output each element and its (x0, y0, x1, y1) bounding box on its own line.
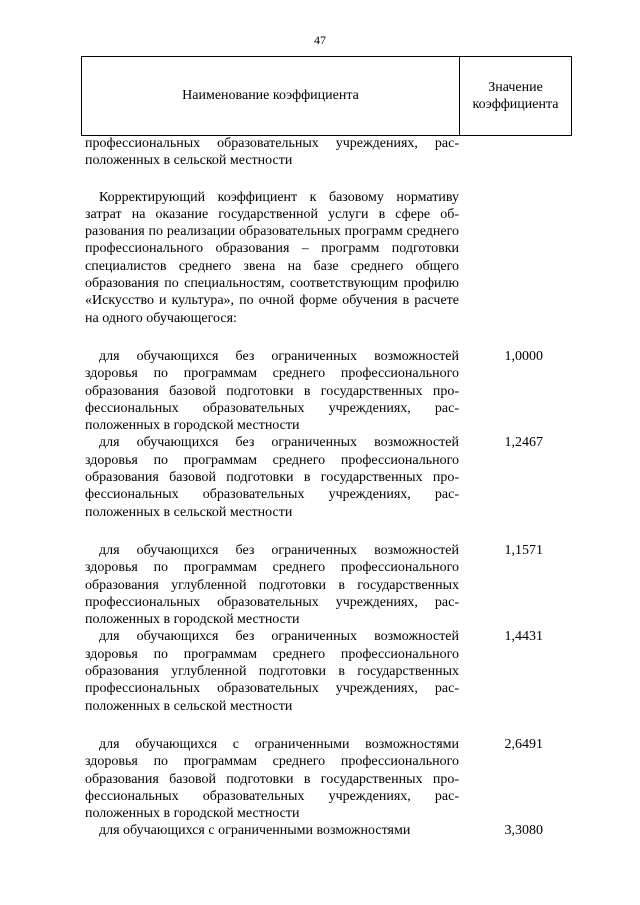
table-row (85, 542, 565, 628)
row-value: 2,6491 (504, 736, 543, 752)
table-row (85, 434, 565, 520)
header-value-line1: Значение (488, 80, 543, 95)
row-text: профессиональных образовательных учреждениях, расположенных в сельской местности (85, 136, 459, 169)
row-text: для обучающихся без ограниченных возможностей здоровья по программам среднего профессионального образования базовой подготовки в государственных профессиональных образовательных учреждениях, расположенных в сельской местности (85, 435, 459, 520)
row-text: для обучающихся без ограниченных возможностей здоровья по программам среднего профессионального образования базовой подготовки в государственных профессиональных образовательных учреждениях, расположенных в городской местности (85, 348, 459, 434)
header-value-cell (460, 57, 571, 135)
row-text: Корректирующий коэффициент к базовому нормативу затрат на оказание государственной услуги в сфере образования по реализации образовательных программ среднего профессионального образования – программ подготовки специалистов среднего звена на базе среднего общего образования по специальностям, соответствующим профилю «Искусство и культура», по очной форме обучения в расчете на одного обучающегося: (85, 189, 459, 326)
table-row (85, 822, 565, 839)
row-text: для обучающихся без ограниченных возможностей здоровья по программам среднего профессионального образования углубленной подготовки в государственных профессиональных образовательных учреждениях, расположенных в городской местности (85, 542, 459, 628)
table-row (85, 348, 565, 434)
row-value: 1,0000 (504, 348, 543, 364)
row-value: 1,1571 (504, 542, 543, 558)
page-number: 47 (314, 33, 326, 47)
table-row (85, 736, 565, 822)
row-text: для обучающихся с ограниченными возможностями (99, 823, 411, 839)
header-name-cell: Наименование коэффициента (82, 57, 460, 135)
row-text: для обучающихся без ограниченных возможностей здоровья по программам среднего профессионального образования углубленной подготовки в государственных профессиональных образовательных учреждениях, расположенных в сельской местности (85, 629, 459, 714)
table-row (85, 628, 565, 714)
header-value-line2: коэффициента (472, 97, 559, 112)
row-value: 1,2467 (504, 435, 543, 451)
row-value: 1,4431 (504, 629, 543, 645)
row-text: для обучающихся с ограниченными возможностями здоровья по программам среднего профессионального образования базовой подготовки в государственных профессиональных образовательных учреждениях, расположенных в городской местности (85, 736, 459, 822)
coefficient-table-body (85, 135, 565, 840)
table-row (85, 135, 565, 170)
row-value: 3,3080 (504, 823, 543, 839)
table-row (85, 189, 565, 327)
table-header (81, 56, 572, 136)
